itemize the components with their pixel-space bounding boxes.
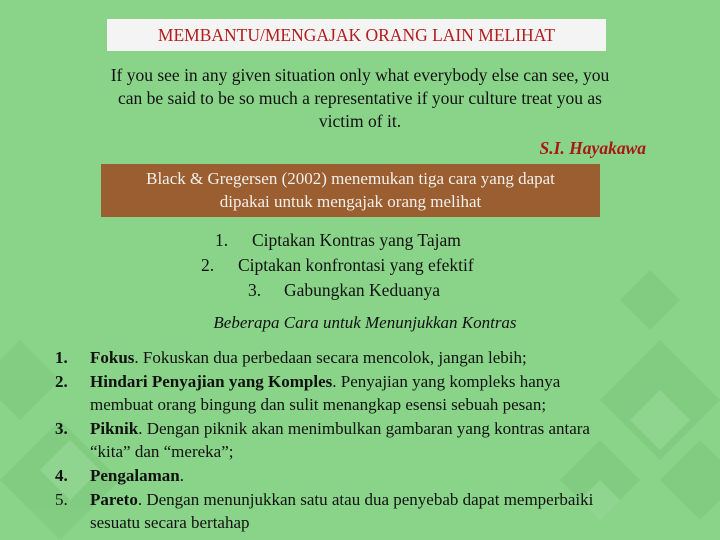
list-term: Piknik (90, 418, 139, 438)
highlight-line: dipakai untuk mengajak orang melihat (219, 192, 482, 211)
list-number: 4. (55, 466, 68, 485)
section-subtitle: Beberapa Cara untuk Menunjukkan Kontras (213, 313, 517, 332)
list-term: Pareto (90, 489, 138, 509)
highlight-line: Black & Gregersen (2002) menemukan tiga cara yang dapat (146, 169, 555, 188)
highlight-box (101, 164, 600, 217)
way-text: Ciptakan Kontras yang Tajam (252, 230, 461, 250)
list-text (90, 464, 690, 488)
way-number: 3. (248, 280, 262, 300)
list-desc: . Dengan piknik akan menimbulkan gambaran yang kontras antara (138, 418, 590, 438)
way-number: 1. (215, 230, 229, 250)
way-item (248, 278, 440, 303)
list-number: 5. (55, 489, 68, 509)
list-term: Hindari Penyajian yang Komples (90, 371, 333, 391)
list-number: 1. (55, 348, 68, 367)
list-desc: . Fokuskan dua perbedaan secara mencolok, jangan lebih; (134, 348, 527, 367)
way-number: 2. (201, 255, 215, 275)
list-text (90, 488, 690, 535)
list-term: Pengalaman (90, 466, 180, 485)
list-desc: . Dengan menunjukkan satu atau dua penyebab dapat memperbaiki (137, 489, 594, 509)
list-text (90, 370, 690, 417)
list-desc: sesuatu secara bertahap (90, 513, 250, 533)
list-number: 2. (55, 371, 68, 391)
list-number: 3. (55, 418, 68, 438)
list-desc: “kita” dan “mereka”; (90, 442, 234, 462)
way-text: Gabungkan Keduanya (284, 280, 440, 300)
way-item (201, 253, 474, 278)
slide-title: MEMBANTU/MENGAJAK ORANG LAIN MELIHAT (107, 19, 606, 51)
quote-line: can be said to be so much a representative if your culture treat you as (118, 88, 602, 108)
way-text: Ciptakan konfrontasi yang efektif (238, 255, 474, 275)
list-desc: membuat orang bingung dan sulit menangkap esensi sebuah pesan; (90, 395, 547, 415)
quote-line: If you see in any given situation only what everybody else can see, you (110, 65, 610, 85)
list-text (90, 346, 690, 370)
way-item (215, 228, 461, 253)
list-desc: . Penyajian yang kompleks hanya (332, 371, 561, 391)
quote-line: victim of it. (318, 111, 402, 131)
list-term: Fokus (90, 348, 135, 367)
list-text (90, 417, 690, 464)
list-desc: . (179, 466, 184, 485)
quote-author: S.I. Hayakawa (539, 138, 646, 158)
quote (40, 64, 680, 133)
